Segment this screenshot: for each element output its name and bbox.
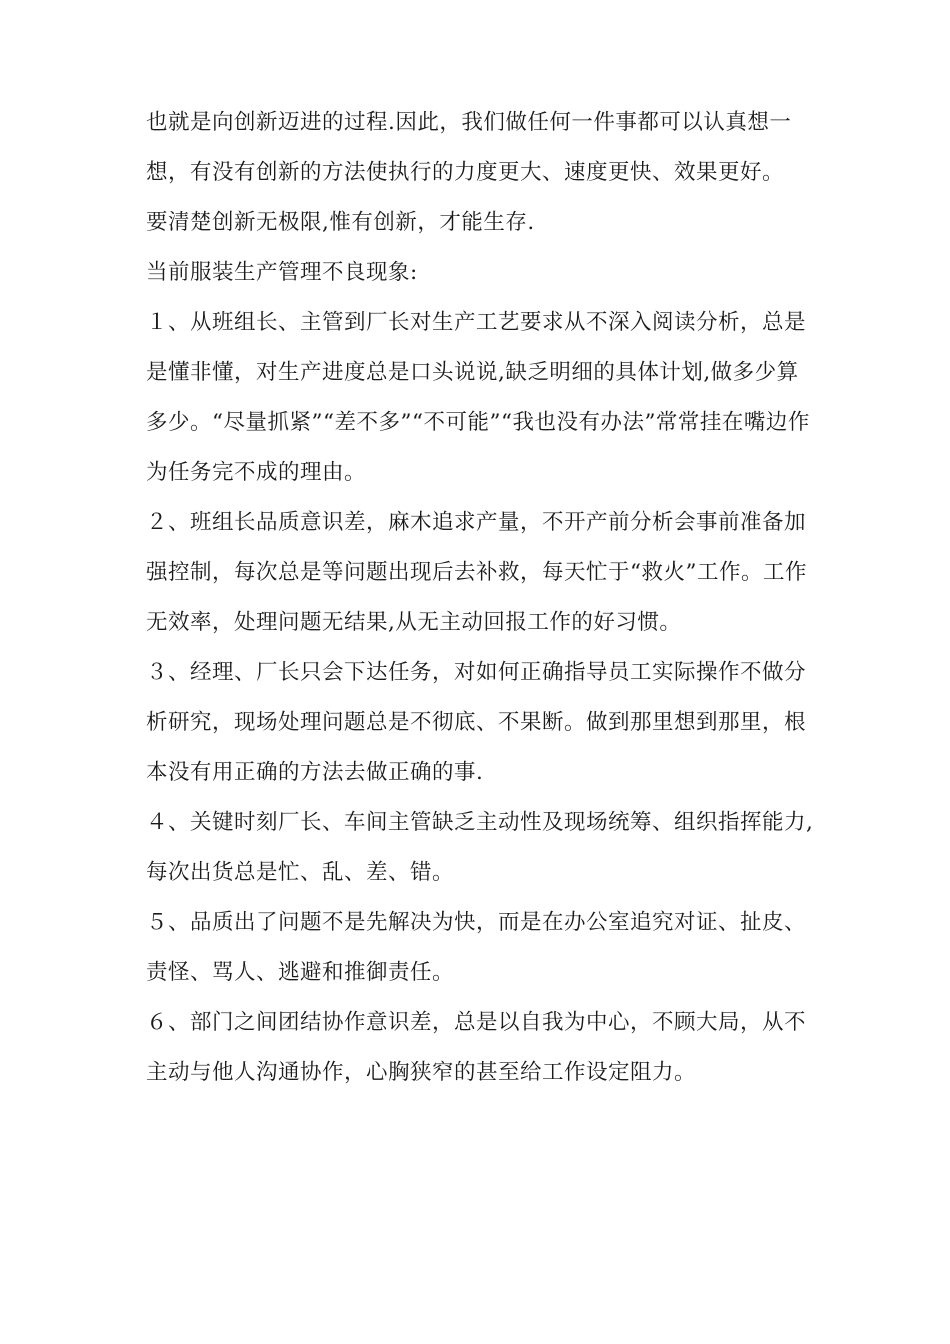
list-item-4: ４、关键时刻厂长、车间主管缺乏主动性及现场统筹、组织指挥能力,每次出货总是忙、乱、差、错。: [146, 810, 814, 885]
list-item-2: ２、班组长品质意识差，麻木追求产量，不开产前分析会事前准备加强控制，每次总是等问题出现后去补救，每天忙于“救火”工作。工作无效率，处理问题无结果,从无主动回报工作的好习惯。: [146, 510, 807, 635]
list-item-5: ５、品质出了问题不是先解决为快，而是在办公室追究对证、扯皮、责怪、骂人、逃避和推御责任。: [146, 910, 807, 985]
document-body: [146, 98, 818, 1098]
paragraph-intro-continuation: 也就是向创新迈进的过程.因此，我们做任何一件事都可以认真想一想，有没有创新的方法使执行的力度更大、速度更快、效果更好。: [146, 110, 792, 185]
list-item-6: ６、部门之间团结协作意识差，总是以自我为中心，不顾大局，从不主动与他人沟通协作，心胸狭窄的甚至给工作设定阻力。: [146, 1010, 807, 1085]
paragraph-innovation-statement: 要清楚创新无极限,惟有创新，才能生存.: [146, 210, 535, 235]
list-item-3: ３、经理、厂长只会下达任务，对如何正确指导员工实际操作不做分析研究，现场处理问题总是不彻底、不果断。做到那里想到那里，根本没有用正确的方法去做正确的事.: [146, 660, 807, 785]
list-item-1: １、从班组长、主管到厂长对生产工艺要求从不深入阅读分析，总是是懂非懂，对生产进度总是口头说说,缺乏明细的具体计划,做多少算多少。“尽量抓紧”“差不多”“不可能”“我也没有办法”常常挂在嘴边作为任务完不成的理由。: [146, 310, 810, 485]
paragraph-section-heading: 当前服装生产管理不良现象:: [146, 260, 418, 285]
